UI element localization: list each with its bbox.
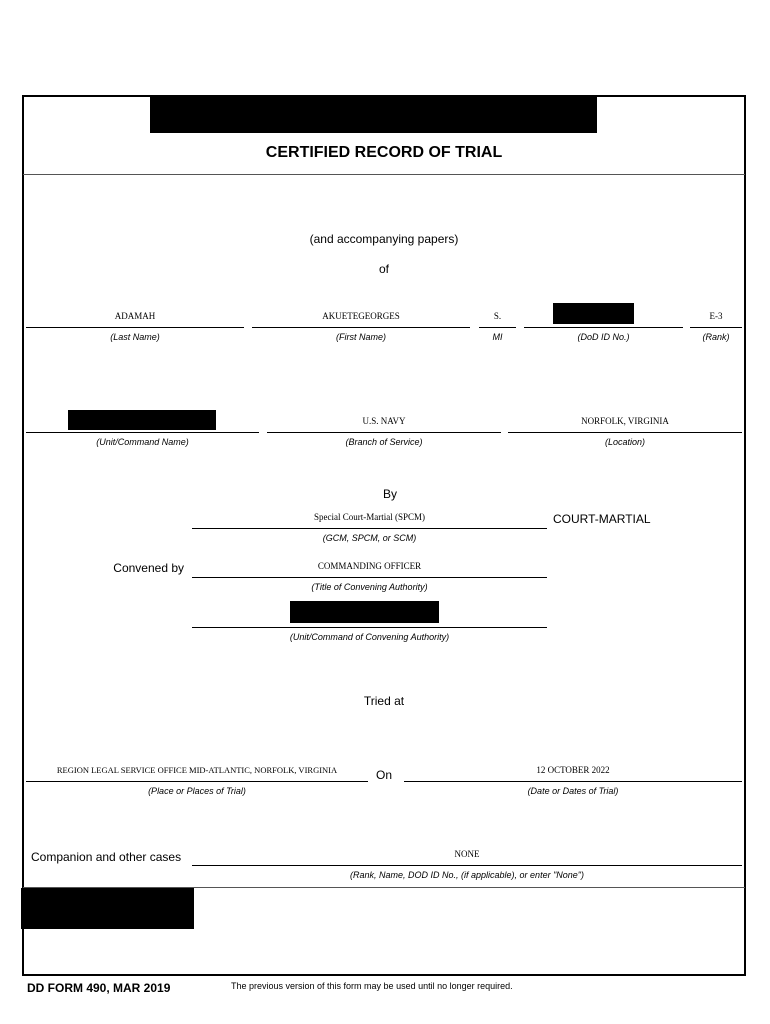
dod-id-line [524, 327, 683, 328]
location-line [508, 432, 742, 433]
trial-date-line [404, 781, 742, 782]
companion-caption: (Rank, Name, DOD ID No., (if applicable), or enter "None") [350, 870, 584, 880]
court-type-value: Special Court-Martial (SPCM) [314, 512, 425, 522]
court-martial-label: COURT-MARTIAL [553, 512, 651, 526]
unit-line [26, 432, 259, 433]
header-divider [23, 174, 745, 175]
trial-place-value: REGION LEGAL SERVICE OFFICE MID-ATLANTIC, NORFOLK, VIRGINIA [56, 765, 338, 775]
rank-value: E-3 [709, 311, 723, 321]
mi-line [479, 327, 516, 328]
convening-title-value: COMMANDING OFFICER [317, 561, 422, 571]
last-name-value: ADAMAH [114, 311, 156, 321]
subtitle: (and accompanying papers) [309, 232, 459, 246]
tried-at-label: Tried at [363, 694, 405, 708]
of-label: of [378, 262, 389, 276]
redacted-header-block [150, 96, 597, 133]
form-id: DD FORM 490, MAR 2019 [27, 981, 171, 995]
redacted-bottom-block [21, 888, 194, 929]
convened-by-label: Convened by [113, 561, 184, 575]
court-type-caption: (GCM, SPCM, or SCM) [322, 533, 417, 543]
first-name-caption: (First Name) [336, 332, 386, 342]
redacted-dod-id [553, 303, 634, 324]
mi-caption: MI [492, 332, 503, 342]
trial-place-line [26, 781, 368, 782]
trial-place-caption: (Place or Places of Trial) [148, 786, 246, 796]
unit-caption: (Unit/Command Name) [96, 437, 189, 447]
rank-caption: (Rank) [702, 332, 730, 342]
location-value: NORFOLK, VIRGINIA [581, 416, 669, 426]
on-label: On [376, 768, 393, 782]
companion-line [192, 865, 742, 866]
convening-title-caption: (Title of Convening Authority) [311, 582, 428, 592]
first-name-value: AKUETEGEORGES [322, 311, 400, 321]
by-label: By [382, 487, 397, 501]
trial-date-value: 12 OCTOBER 2022 [536, 765, 610, 775]
companion-label: Companion and other cases [31, 850, 182, 864]
redacted-unit-name [68, 410, 216, 430]
convening-title-line [192, 577, 547, 578]
branch-value: U.S. NAVY [362, 416, 406, 426]
court-type-line [192, 528, 547, 529]
dod-id-caption: (DoD ID No.) [577, 332, 630, 342]
rank-line [690, 327, 742, 328]
convening-unit-caption: (Unit/Command of Convening Authority) [289, 632, 450, 642]
companion-value: NONE [454, 849, 480, 859]
branch-caption: (Branch of Service) [345, 437, 423, 447]
mi-value: S. [493, 311, 502, 321]
form-title: CERTIFIED RECORD OF TRIAL [265, 144, 503, 161]
last-name-line [26, 327, 244, 328]
convening-unit-line [192, 627, 547, 628]
branch-line [267, 432, 501, 433]
footer-note: The previous version of this form may be used until no longer required. [231, 981, 513, 991]
location-caption: (Location) [604, 437, 646, 447]
redacted-convening-unit [290, 601, 439, 623]
first-name-line [252, 327, 470, 328]
trial-date-caption: (Date or Dates of Trial) [527, 786, 619, 796]
last-name-caption: (Last Name) [110, 332, 160, 342]
